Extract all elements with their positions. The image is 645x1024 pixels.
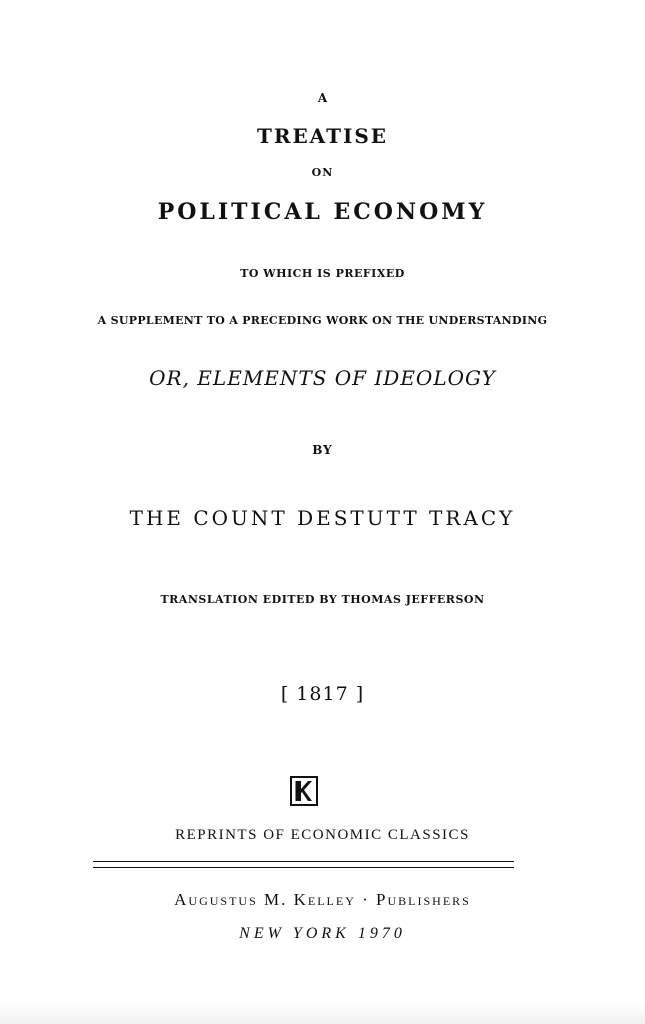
translation-credit: TRANSLATION EDITED BY THOMAS JEFFERSON [160, 593, 485, 606]
title-preposition: ON [311, 166, 334, 179]
book-subject: POLITICAL ECONOMY [157, 199, 488, 225]
author-name: THE COUNT DESTUTT TRACY [129, 506, 516, 530]
publication-place-year: NEW YORK 1970 [239, 925, 406, 942]
supplement-title: A SUPPLEMENT TO A PRECEDING WORK ON THE UNDERSTANDING [97, 314, 548, 327]
series-name: REPRINTS OF ECONOMIC CLASSICS [175, 827, 470, 843]
book-title: TREATISE [256, 124, 389, 148]
page-bottom-shade [0, 1004, 645, 1024]
divider-rule-bottom [93, 867, 514, 868]
divider-rule-top [93, 861, 514, 862]
publisher-name: Augustus M. Kelley · Publishers [174, 890, 471, 909]
alternate-title: OR, ELEMENTS OF IDEOLOGY [149, 366, 496, 390]
kelley-k-monogram-icon [290, 776, 318, 806]
title-article: A [317, 91, 328, 105]
publication-year: [ 1817 ] [280, 683, 365, 705]
by-line: BY [312, 443, 333, 457]
prefix-note: TO WHICH IS PREFIXED [240, 267, 405, 280]
